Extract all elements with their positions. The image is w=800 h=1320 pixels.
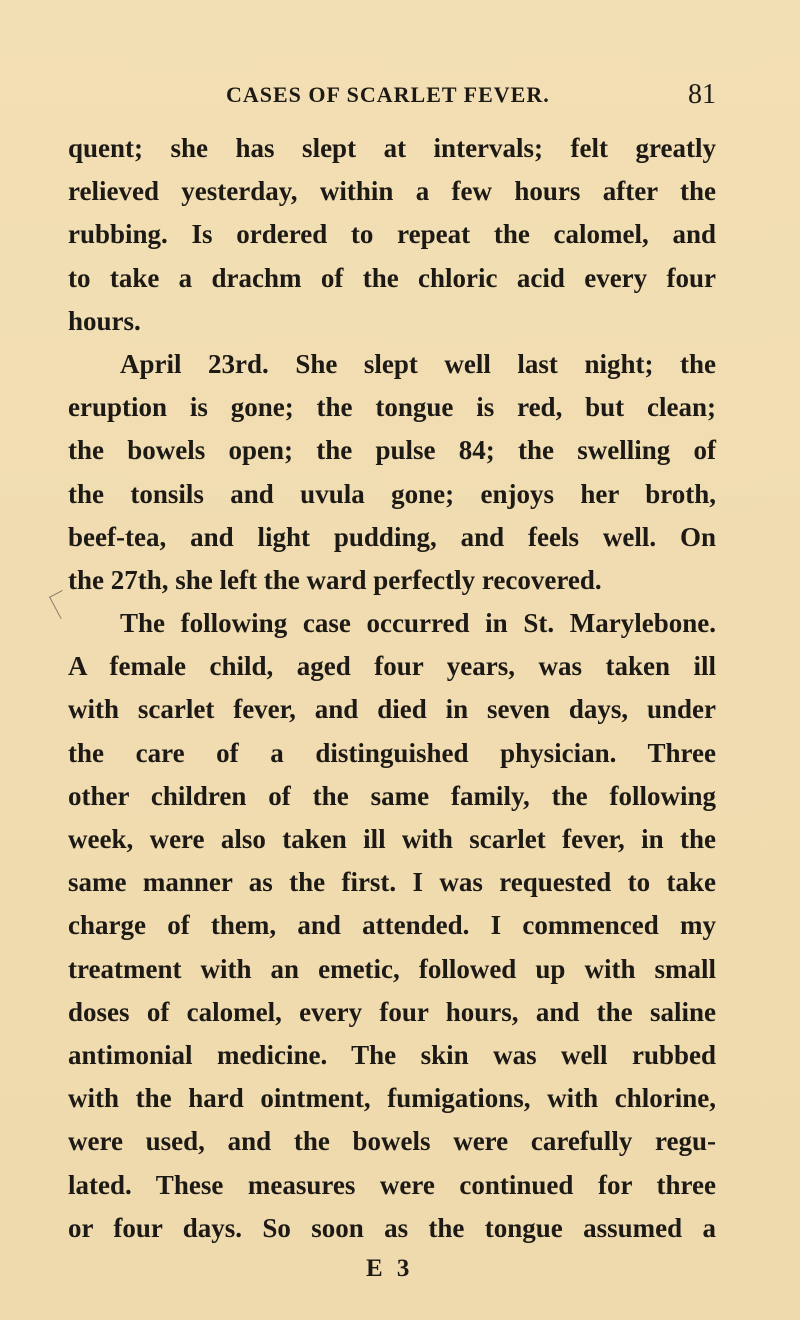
text-line: The following case occurred in St. Marylebone. [120,608,716,639]
text-line: same manner as the first. I was requested to take [68,867,716,898]
text-line: treatment with an emetic, followed up with small [68,953,716,984]
text-line: A female child, aged four years, was taken ill [68,651,716,682]
text-line: hours. [68,305,141,336]
text-line: relieved yesterday, within a few hours after the [68,176,716,207]
text-line: beef-tea, and light pudding, and feels well. On [68,521,716,552]
text-line: the 27th, she left the ward perfectly recovered. [68,564,602,595]
text-line: lated. These measures were continued for three [68,1169,716,1200]
text-line: with the hard ointment, fumigations, with chlorine, [68,1083,716,1114]
text-line: quent; she has slept at intervals; felt greatly [68,133,716,163]
text-line: the tonsils and uvula gone; enjoys her broth, [68,478,716,509]
text-line: April 23rd. She slept well last night; the [120,348,716,379]
text-line: charge of them, and attended. I commenced my [68,910,716,941]
text-line: to take a drachm of the chloric acid every four [68,262,716,293]
text-line: week, were also taken ill with scarlet fever, in the [68,824,716,854]
signature-mark: E 3 [366,1255,414,1282]
text-line: or four days. So soon as the tongue assumed a [68,1212,716,1243]
page-number: 81 [688,79,716,110]
text-line: eruption is gone; the tongue is red, but clean; [68,392,716,423]
text-line: the care of a distinguished physician. Three [68,737,716,768]
text-line: were used, and the bowels were carefully regu- [68,1126,716,1157]
running-head [68,79,716,114]
text-line: with scarlet fever, and died in seven days, under [68,694,716,725]
running-title: CASES OF SCARLET FEVER. [226,82,550,107]
body-text [68,127,716,1250]
text-line: doses of calomel, every four hours, and the saline [68,996,716,1027]
text-line: antimonial medicine. The skin was well rubbed [68,1039,716,1070]
text-line: the bowels open; the pulse 84; the swelling of [68,435,716,466]
text-line: rubbing. Is ordered to repeat the calomel, and [68,219,716,250]
text-line: other children of the same family, the following [68,780,716,811]
